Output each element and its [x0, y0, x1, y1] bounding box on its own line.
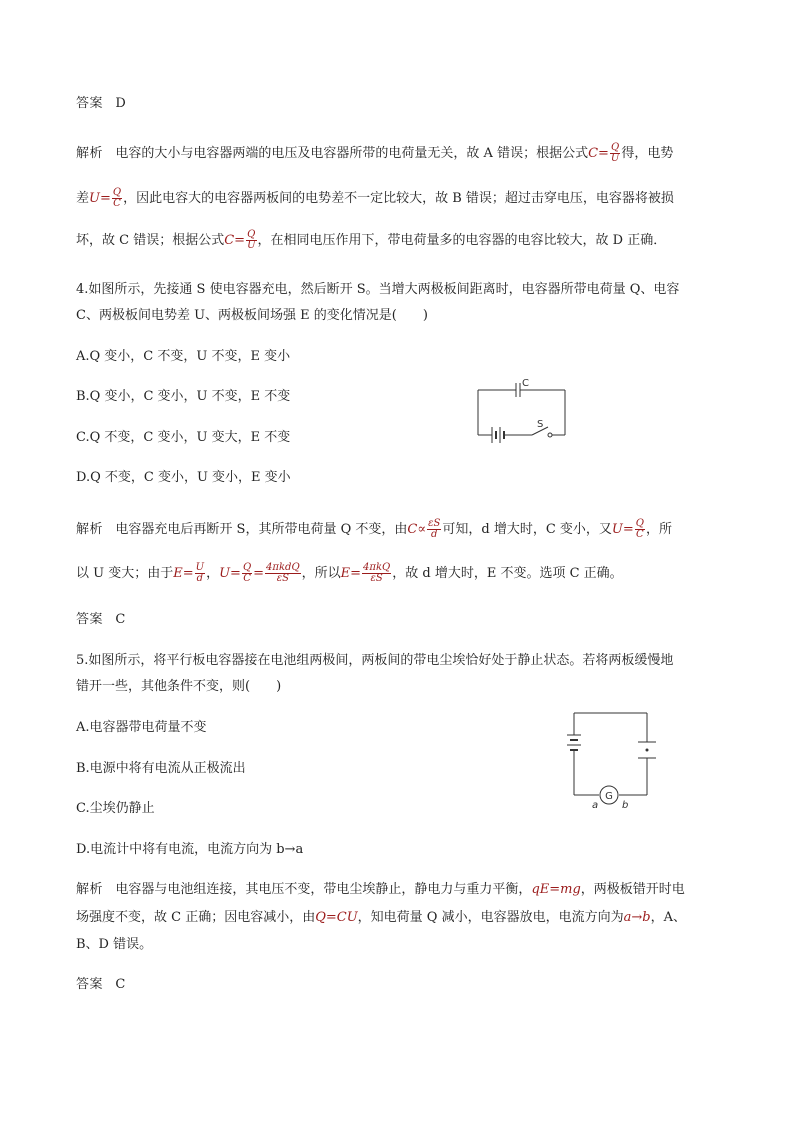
question-5-option-a: A.电容器带电荷量不变	[76, 720, 207, 735]
fraction-4pikdq-over-eps-s: $\frac{\text{4πkdQ}}{\varepsilon S}$	[266, 562, 300, 584]
label-switch-s: S	[537, 419, 544, 430]
question-5-option-d: D.电流计中将有电流，电流方向为 b→a	[76, 842, 304, 857]
question-4-option-d: D.Q 不变，C 变小，U 变小，E 变小	[76, 470, 291, 485]
label-capacitor-c: C	[522, 378, 529, 389]
fraction-q-over-c: $\frac{Q}{C}$	[242, 562, 252, 584]
question-4-option-b: B.Q 变小，C 变小，U 不变，E 不变	[76, 389, 291, 404]
answer-4: 答案 C	[76, 612, 126, 627]
label-point-a: a	[592, 800, 599, 810]
explanation-3-line-3: 坏，故 C 错误；根据公式C= $\frac{Q}{U}$ ，在相同电压作用下，带电荷量多的电容器的电容比较大，故 D 正确．	[76, 229, 667, 251]
question-4-stem-1: 4.如图所示，先接通 S 使电容器充电，然后断开 S。当增大两极板间距离时，电容器所带电荷量 Q、电容	[76, 282, 680, 297]
fraction-eps-s-over-d: $\frac{\varepsilon S}{d}$	[428, 518, 441, 540]
question-5-stem-2: 错开一些，其他条件不变，则( )	[76, 679, 282, 694]
answer-5: 答案 C	[76, 977, 126, 992]
circuit-diagram-q4	[470, 375, 580, 445]
question-4-stem-2: C、两极板间电势差 U、两极板间场强 E 的变化情况是( )	[76, 308, 428, 323]
answer-3: 答案 D	[76, 96, 126, 111]
label-point-b: b	[622, 800, 629, 810]
explanation-3-line-1: 解析 电容的大小与电容器两端的电压及电容器所带的电荷量无关，故 A 错误；根据公式C= $\frac{Q}{U}$ 得，电势	[76, 142, 674, 164]
fraction-q-over-c: $\frac{Q}{C}$	[112, 187, 122, 209]
fraction-q-over-c: $\frac{Q}{C}$	[635, 518, 644, 540]
explanation-5-line-1: 解析 电容器与电池组连接，其电压不变，带电尘埃静止，静电力与重力平衡，qE=mg，两极板错开时电	[76, 882, 685, 897]
fraction-4pikq-over-eps-s: $\frac{\text{4πkQ}}{\varepsilon S}$	[363, 562, 391, 584]
question-4-option-c: C.Q 不变，C 变小，U 变大，E 不变	[76, 430, 291, 445]
explanation-4-line-2: 以 U 变大；由于E= $\frac{U}{d}$ ，U= $\frac{Q}{C}$ = $\frac{\text{4πkdQ}}{\varepsilon S}$ ，所以E= $\frac{\text{4πkQ}}{\varepsilon S}$ ，故 d 增大时，E 不变。选项 C 正确。	[76, 562, 623, 584]
question-5-option-b: B.电源中将有电流从正极流出	[76, 761, 246, 776]
fraction-u-over-d: $\frac{U}{d}$	[195, 562, 205, 584]
question-4-option-a: A.Q 变小，C 不变，U 不变，E 变小	[76, 349, 291, 364]
dust-particle	[646, 749, 649, 752]
label-galvanometer-g: G	[605, 791, 613, 802]
question-5-option-c: C.尘埃仍静止	[76, 801, 155, 816]
explanation-5-line-3: B、D 错误。	[76, 937, 153, 952]
explanation-3-line-2: 差U= $\frac{Q}{C}$ ，因此电容大的电容器两板间的电势差不一定比较大，故 B 错误；超过击穿电压，电容器将被损	[76, 187, 674, 209]
fraction-q-over-u: $\frac{Q}{U}$	[610, 142, 620, 164]
circuit-diagram-q5	[562, 705, 662, 810]
question-5-stem-1: 5.如图所示，将平行板电容器接在电池组两极间，两板间的带电尘埃恰好处于静止状态。若将两板缓慢地	[76, 653, 674, 668]
explanation-4-line-1: 解析 电容器充电后再断开 S，其所带电荷量 Q 不变，由C∝ $\frac{\varepsilon S}{d}$ 可知，d 增大时，C 变小，又U= $\frac{Q}{C}$ ，所	[76, 518, 672, 540]
explanation-5-line-2: 场强度不变，故 C 正确；因电容减小，由Q=CU，知电荷量 Q 减小，电容器放电，电流方向为a→b，A、	[76, 910, 686, 925]
fraction-q-over-u: $\frac{Q}{U}$	[247, 229, 256, 251]
